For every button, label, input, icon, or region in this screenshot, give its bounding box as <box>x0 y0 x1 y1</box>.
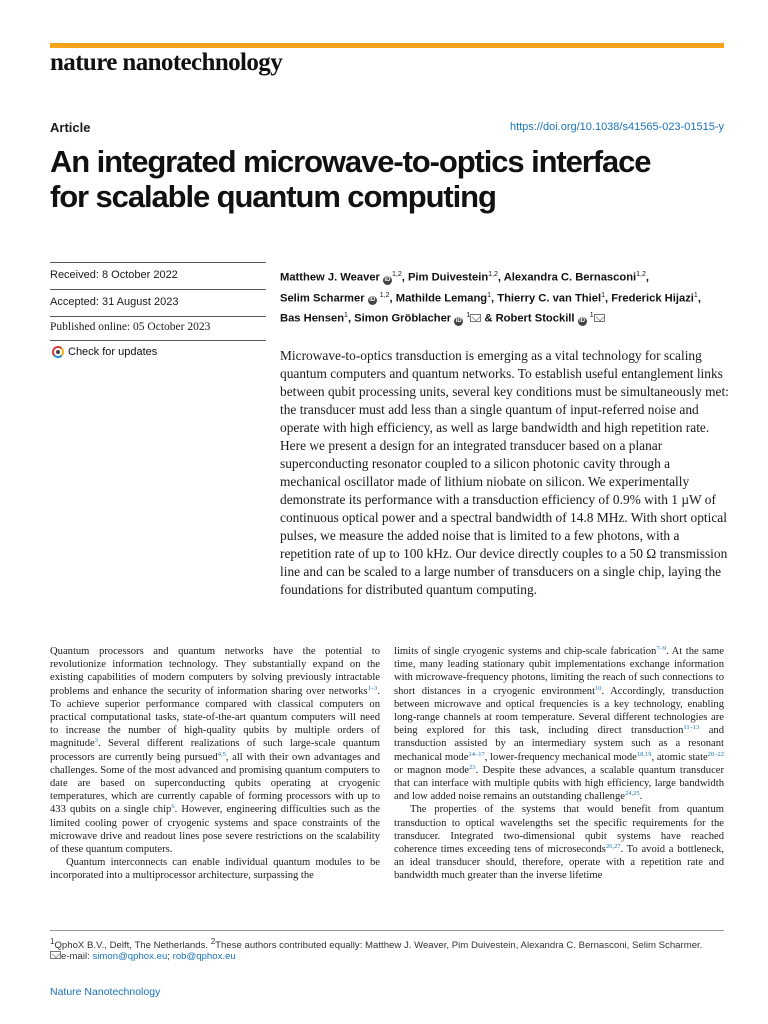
meta-divider-top <box>50 262 266 263</box>
author-list: Matthew J. Weaver iD$^{1,2}$, Pim Duivestein$^{1,2}$, Alexandra C. Bernasconi$^{1,2}$, Selim Scharmer iD $^{1,2}$, Mathilde Lemang$^1$, Thierry C. van Thiel$^1$, Frederick Hijazi$^1$, Bas Hensen$^1$, Simon Gröblacher iD $^1$ & Robert Stockill iD $^1$ <box>280 271 701 326</box>
author-name[interactable]: , Alexandra C. Bernasconi <box>497 271 637 284</box>
header-accent-bar <box>50 43 724 48</box>
title-line-1: An integrated microwave-to-optics interface <box>50 144 651 179</box>
journal-logo: nature nanotechnology <box>50 49 283 76</box>
doi-link[interactable]: https://doi.org/10.1038/s41565-023-01515-y <box>509 121 724 133</box>
citation-link[interactable]: 11–13 <box>683 724 700 732</box>
author-name[interactable]: Selim Scharmer <box>280 292 365 305</box>
citation-link[interactable]: 14–17 <box>468 750 485 758</box>
correspondence-footnote: e-mail: simon@qphox.eu; rob@qphox.eu <box>50 951 236 962</box>
footnote-divider <box>50 930 724 931</box>
citation-link[interactable]: 10 <box>595 684 602 692</box>
citation-link[interactable]: 7–9 <box>656 645 667 652</box>
abstract: Microwave-to-optics transduction is emerging as a vital technology for scaling quantum computers and quantum networks. To establish useful entanglement links between qubit processing units, several key conditions must be simultaneously met: the transducer must add less than a single quantum of input-referred noise and operate with high efficiency, as well as large bandwidth and high repetition rate. Here we present a design for an integrated transducer based on a planar superconducting resonator coupled to a silicon photonic cavity through a mechanical oscillator made of lithium niobate on silicon. We experimentally demonstrate its performance with a transduction efficiency of 0.9% with 1 µW of continuous optical power and a spectral bandwidth of 14.8 MHz. With short optical pulses, we measure the added noise that is limited to a few photons, with a repetition rate of up to 100 kHz. Our device directly couples to a 50 Ω transmission line and can be scaled to a large number of transducers on a single chip, laying the foundations for distributed quantum computing. <box>280 348 729 597</box>
email-icon[interactable] <box>470 314 481 322</box>
body-paragraph: Quantum processors and quantum networks have the potential to revolutionize information technology. They substantially expand on the existing capabilities of modern computers by solving previously intractable problems and enhance the security of information sharing over networks$^{1-3}$. To achieve superior performance compared with classical computers on practical computational tasks, state-of-the-art quantum computers will need to increase the number of high-quality qubits by multiple orders of magnitude$^3$. Several different realizations of such large-scale quantum processors are currently being pursued$^{4,5}$, all with their own advantages and challenges. Some of the most advanced and promising quantum computers to date are based on superconducting qubits operating at cryogenic temperatures, which are currently capable of forming processors with up to 433 qubits on a single chip$^6$. However, engineering difficulties such as the limited cooling power of cryogenic systems and space constraints of the microwave drive and readout lines pose severe restrictions on the scalability of these quantum computers. <box>50 646 381 856</box>
footer-journal-link[interactable]: Nature Nanotechnology <box>50 986 161 998</box>
article-type-label: Article <box>50 120 91 135</box>
author-name[interactable]: , Mathilde Lemang <box>389 292 488 305</box>
meta-divider <box>50 340 266 341</box>
body-column-left <box>50 645 380 883</box>
citation-link[interactable]: 6 <box>171 803 175 811</box>
body-column-right <box>394 645 724 883</box>
citation-link[interactable]: 20–22 <box>707 750 724 758</box>
email-link[interactable]: simon@qphox.eu <box>92 951 168 962</box>
author-name[interactable]: , Pim Duivestein <box>401 271 489 284</box>
received-date: Received: 8 October 2022 <box>50 269 178 281</box>
body-paragraph: limits of single cryogenic systems and chip-scale fabrication$^{7-9}$. At the same time, many leading stationary qubit implementations exchange information with microwave-frequency photons, limiting the reach of such connections to short distances in a cryogenic environment$^{10}$. Accordingly, transduction between microwave and optical frequencies is a key technology, enabling long-range channels at room temperature. Several different technologies are being explored for this task, including direct transduction$^{11-13}$ and transduction assisted by an intermediary system such as a resonant mechanical mode$^{14-17}$, lower-frequency mechanical mode$^{18,19}$, atomic state$^{20-22}$ or magnon mode$^{23}$. Despite these advances, a scalable quantum transducer that can interface with multiple qubits with high efficiency, large bandwidth and low added noise remains an outstanding challenge$^{24,25}$. <box>394 645 724 803</box>
affiliation-footnote: $^1$QphoX B.V., Delft, The Netherlands. $^2$These authors contributed equally: Matthew J. Weaver, Pim Duivestein, Alexandra C. Bernasconi, Selim Scharmer. <box>50 937 703 952</box>
orcid-icon[interactable]: iD <box>579 318 586 325</box>
author-name[interactable]: , Thierry C. van Thiel <box>491 292 602 305</box>
orcid-icon[interactable]: iD <box>455 318 462 325</box>
article-title <box>50 144 740 214</box>
author-name[interactable]: Matthew J. Weaver <box>280 271 380 284</box>
check-for-updates-icon <box>52 346 64 358</box>
orcid-icon[interactable]: iD <box>369 297 376 304</box>
email-icon[interactable] <box>594 314 605 322</box>
author-name[interactable]: , Simon Gröblacher <box>347 313 452 326</box>
author-name[interactable]: Bas Hensen <box>280 313 345 326</box>
citation-link[interactable]: 23 <box>469 763 476 771</box>
citation-link[interactable]: 26,27 <box>605 843 621 851</box>
citation-link[interactable]: 1–3 <box>367 684 378 692</box>
check-for-updates-button[interactable] <box>52 346 157 358</box>
email-icon <box>50 951 61 959</box>
author-name[interactable]: , Frederick Hijazi <box>604 292 694 305</box>
check-for-updates-label: Check for updates <box>68 346 158 358</box>
title-line-2: for scalable quantum computing <box>50 179 496 214</box>
orcid-icon[interactable]: iD <box>384 276 391 283</box>
meta-divider <box>50 316 266 317</box>
author-name[interactable]: & Robert Stockill <box>484 313 575 326</box>
citation-link[interactable]: 24,25 <box>624 790 640 798</box>
citation-link[interactable]: 3 <box>94 737 98 745</box>
body-paragraph: The properties of the systems that would benefit from quantum transduction to optical wavelengths set the specific requirements for the transducer. Integrated two-dimensional qubit systems have reached coherence times exceeding tens of microseconds$^{26,27}$. To avoid a bottleneck, an ideal transducer should, therefore, operate with a repetition rate and bandwidth much greater than the inverse lifetime <box>394 804 725 882</box>
citation-link[interactable]: 4,5 <box>217 750 226 758</box>
accepted-date: Accepted: 31 August 2023 <box>50 296 179 308</box>
email-link[interactable]: rob@qphox.eu <box>172 951 236 962</box>
citation-link[interactable]: 18,19 <box>636 750 652 758</box>
meta-divider <box>50 289 266 290</box>
body-paragraph: Quantum interconnects can enable individual quantum modules to be incorporated into a multiprocessor architecture, surpassing the <box>50 857 380 882</box>
published-date: Published online: 05 October 2023 <box>50 321 211 333</box>
